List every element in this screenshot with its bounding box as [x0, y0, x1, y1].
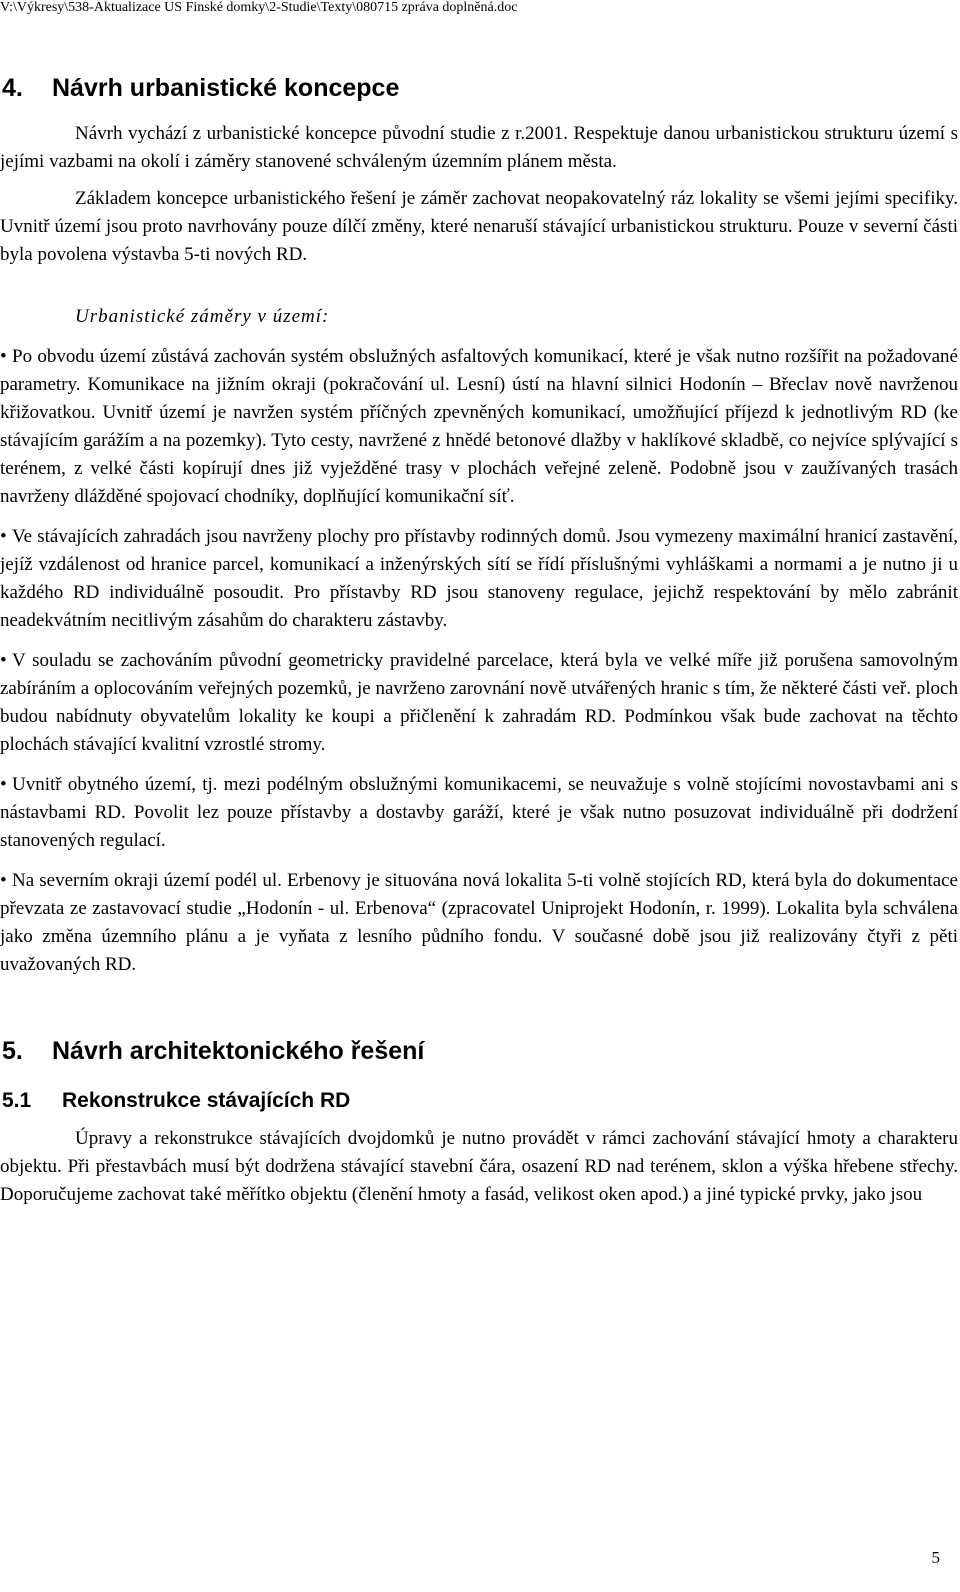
section-4-paragraph-1: Návrh vychází z urbanistické koncepce původní studie z r.2001. Respektuje danou urbanistickou strukturu území s jejími vazbami na okolí i záměry stanovené schváleným územním plánem města.: [0, 123, 958, 172]
bullet-item-2: [0, 523, 958, 635]
file-path-header: V:\Výkresy\538-Aktualizace US Finské domky\2-Studie\Texty\080715 zpráva doplněná.doc: [0, 0, 518, 15]
section-5-number: 5.: [2, 1037, 23, 1065]
section-5-1-paragraph-1: Úpravy a rekonstrukce stávajících dvojdomků je nutno provádět v rámci zachování stávající hmoty a charakteru objektu. Při přestavbách musí být dodržena stávající stavební čára, osazení RD nad terénem, sklon a výška hřebene střechy. Doporučujeme zachovat také měřítko objektu (členění hmoty a fasád, velikost oken apod.) a jiné typické prvky, jako jsou: [0, 1128, 958, 1205]
page-number: 5: [931, 1548, 940, 1567]
section-4-number: 4.: [2, 74, 23, 102]
bullet-text-2: Ve stávajících zahradách jsou navrženy plochy pro přístavby rodinných domů. Jsou vymezeny maximální hranicí zastavění, jejíž vzdálenost od hranice parcel, komunikací a inženýrských sítí se řídí příslušnými vyhláškami a normami a je nutno ji u každého RD individuálně posoudit. Pro přístavby RD jsou stanoveny regulace, jejichž respektování by mělo zabránit neadekvátním necitlivým zásahům do charakteru zástavby.: [0, 526, 958, 631]
bullet-text-4: Uvnitř obytného území, tj. mezi podélným obslužnými komunikacemi, se neuvažuje s volně stojícími novostavbami ani s nástavbami RD. Povolit lez pouze přístavby a dostavby garáží, které je však nutno posuzovat individuálně při dodržení stanovených regulací.: [0, 774, 958, 851]
bullet-text-5: Na severním okraji území podél ul. Erbenovy je situována nová lokalita 5-ti volně stojících RD, která byla do dokumentace převzata ze zastavovací studie „Hodonín - ul. Erbenova“ (zpracovatel Uniprojekt Hodonín, r. 1999). Lokalita byla schválena jako změna územního plánu a je vyňata z lesního půdního fondu. V současné době jsou již realizovány čtyři z pěti uvažovaných RD.: [0, 870, 958, 975]
bullet-item-3: [0, 647, 958, 759]
section-5-1-number: 5.1: [2, 1089, 32, 1112]
section-5-1-title: Rekonstrukce stávajících RD: [62, 1089, 351, 1112]
bullet-icon: •: [0, 346, 7, 367]
section-4-title: Návrh urbanistické koncepce: [52, 74, 400, 102]
section-5-title: Návrh architektonického řešení: [52, 1037, 425, 1065]
section-5-1-heading: [2, 1085, 958, 1117]
bullet-icon: •: [0, 526, 7, 547]
bullet-item-5: [0, 867, 958, 979]
section-5-heading: [2, 1031, 958, 1071]
bullet-icon: •: [0, 774, 7, 795]
bullet-item-4: [0, 771, 958, 855]
bullet-text-1: Po obvodu území zůstává zachován systém obslužných asfaltových komunikací, které je však nutno rozšířit na požadované parametry. Komunikace na jižním okraji (pokračování ul. Lesní) ústí na hlavní silnici Hodonín – Břeclav nově navrženou křižovatkou. Uvnitř území je navržen systém příčných zpevněných komunikací, umožňující příjezd k jednotlivým RD (ke stávajícím garážím a na pozemky). Tyto cesty, navržené z hnědé betonové dlažby v haklíkové skladbě, co nejvíce splývající s terénem, z velké části kopírují dnes již vyježděné trasy v plochách veřejné zeleně. Podobně jsou v zaužívaných trasách navrženy dlážděné spojovací chodníky, doplňující komunikační síť.: [0, 346, 958, 507]
section-4-subheading: Urbanistické záměry v území:: [75, 306, 330, 327]
section-4-heading: [2, 68, 958, 108]
section-4-paragraph-2: Základem koncepce urbanistického řešení je záměr zachovat neopakovatelný ráz lokality se všemi jejími specifiky. Uvnitř území jsou proto navrhovány pouze dílčí změny, které nenaruší stávající urbanistickou strukturu. Pouze v severní části byla povolena výstavba 5-ti nových RD.: [0, 188, 958, 265]
bullet-item-1: [0, 343, 958, 511]
bullet-icon: •: [0, 870, 7, 891]
bullet-icon: •: [0, 650, 7, 671]
bullet-text-3: V souladu se zachováním původní geometricky pravidelné parcelace, která byla ve velké míře již porušena samovolným zabíráním a oplocováním veřejných pozemků, je navrženo zarovnání nově utvářených hranic s tím, že některé části veř. ploch budou nabídnuty obyvatelům lokality ke koupi a přičlenění k zahradám RD. Podmínkou však bude zachovat na těchto plochách stávající kvalitní vzrostlé stromy.: [0, 650, 958, 755]
document-body: [0, 68, 958, 1209]
